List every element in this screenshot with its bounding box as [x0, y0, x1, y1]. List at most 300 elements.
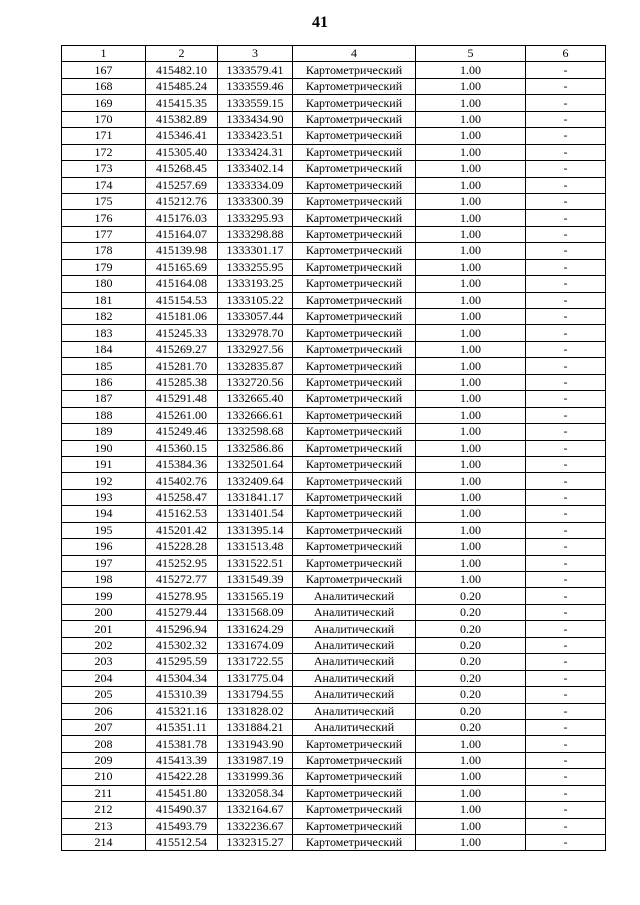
x-coordinate-cell: 415402.76 [146, 473, 218, 489]
note-cell: - [526, 62, 606, 78]
y-coordinate-cell: 1333423.51 [218, 128, 293, 144]
point-number-cell: 181 [62, 292, 146, 308]
point-number-cell: 204 [62, 670, 146, 686]
table-row [62, 752, 606, 768]
note-cell: - [526, 588, 606, 604]
y-coordinate-cell: 1331943.90 [218, 736, 293, 752]
accuracy-cell: 1.00 [416, 456, 526, 472]
point-number-cell: 174 [62, 177, 146, 193]
y-coordinate-cell: 1333424.31 [218, 144, 293, 160]
note-cell: - [526, 621, 606, 637]
point-number-cell: 170 [62, 111, 146, 127]
x-coordinate-cell: 415181.06 [146, 309, 218, 325]
point-number-cell: 194 [62, 506, 146, 522]
accuracy-cell: 0.20 [416, 719, 526, 735]
point-number-cell: 172 [62, 144, 146, 160]
accuracy-cell: 1.00 [416, 769, 526, 785]
table-row [62, 654, 606, 670]
accuracy-cell: 1.00 [416, 752, 526, 768]
note-cell: - [526, 78, 606, 94]
method-cell: Картометрический [293, 111, 416, 127]
method-cell: Картометрический [293, 506, 416, 522]
method-cell: Аналитический [293, 654, 416, 670]
table-row [62, 210, 606, 226]
method-cell: Картометрический [293, 769, 416, 785]
method-cell: Картометрический [293, 292, 416, 308]
column-header: 6 [526, 46, 606, 62]
y-coordinate-cell: 1332665.40 [218, 391, 293, 407]
note-cell: - [526, 95, 606, 111]
method-cell: Картометрический [293, 473, 416, 489]
x-coordinate-cell: 415165.69 [146, 259, 218, 275]
x-coordinate-cell: 415415.35 [146, 95, 218, 111]
method-cell: Картометрический [293, 341, 416, 357]
table-row [62, 456, 606, 472]
table-body [62, 62, 606, 851]
note-cell: - [526, 161, 606, 177]
note-cell: - [526, 785, 606, 801]
point-number-cell: 185 [62, 358, 146, 374]
note-cell: - [526, 193, 606, 209]
x-coordinate-cell: 415261.00 [146, 407, 218, 423]
y-coordinate-cell: 1331549.39 [218, 572, 293, 588]
note-cell: - [526, 506, 606, 522]
method-cell: Картометрический [293, 522, 416, 538]
accuracy-cell: 1.00 [416, 210, 526, 226]
table-row [62, 374, 606, 390]
x-coordinate-cell: 415346.41 [146, 128, 218, 144]
y-coordinate-cell: 1331565.19 [218, 588, 293, 604]
accuracy-cell: 1.00 [416, 539, 526, 555]
table-header-row [62, 46, 606, 62]
table-row [62, 144, 606, 160]
y-coordinate-cell: 1331999.36 [218, 769, 293, 785]
method-cell: Картометрический [293, 752, 416, 768]
y-coordinate-cell: 1333298.88 [218, 226, 293, 242]
table-row [62, 473, 606, 489]
x-coordinate-cell: 415493.79 [146, 818, 218, 834]
y-coordinate-cell: 1331987.19 [218, 752, 293, 768]
table-row [62, 539, 606, 555]
note-cell: - [526, 818, 606, 834]
accuracy-cell: 1.00 [416, 226, 526, 242]
y-coordinate-cell: 1333295.93 [218, 210, 293, 226]
y-coordinate-cell: 1333057.44 [218, 309, 293, 325]
x-coordinate-cell: 415201.42 [146, 522, 218, 538]
method-cell: Аналитический [293, 687, 416, 703]
y-coordinate-cell: 1331568.09 [218, 604, 293, 620]
point-number-cell: 173 [62, 161, 146, 177]
y-coordinate-cell: 1333402.14 [218, 161, 293, 177]
method-cell: Аналитический [293, 637, 416, 653]
method-cell: Картометрический [293, 555, 416, 571]
y-coordinate-cell: 1331794.55 [218, 687, 293, 703]
x-coordinate-cell: 415154.53 [146, 292, 218, 308]
table-row [62, 111, 606, 127]
accuracy-cell: 1.00 [416, 522, 526, 538]
note-cell: - [526, 226, 606, 242]
accuracy-cell: 1.00 [416, 144, 526, 160]
accuracy-cell: 0.20 [416, 687, 526, 703]
accuracy-cell: 1.00 [416, 489, 526, 505]
column-header: 3 [218, 46, 293, 62]
table-row [62, 703, 606, 719]
note-cell: - [526, 572, 606, 588]
accuracy-cell: 0.20 [416, 604, 526, 620]
y-coordinate-cell: 1331401.54 [218, 506, 293, 522]
table-row [62, 358, 606, 374]
method-cell: Картометрический [293, 78, 416, 94]
note-cell: - [526, 177, 606, 193]
point-number-cell: 168 [62, 78, 146, 94]
table-row [62, 325, 606, 341]
table-row [62, 276, 606, 292]
accuracy-cell: 1.00 [416, 374, 526, 390]
x-coordinate-cell: 415304.34 [146, 670, 218, 686]
point-number-cell: 180 [62, 276, 146, 292]
method-cell: Картометрический [293, 835, 416, 851]
point-number-cell: 169 [62, 95, 146, 111]
accuracy-cell: 0.20 [416, 588, 526, 604]
point-number-cell: 211 [62, 785, 146, 801]
point-number-cell: 167 [62, 62, 146, 78]
x-coordinate-cell: 415485.24 [146, 78, 218, 94]
x-coordinate-cell: 415490.37 [146, 802, 218, 818]
y-coordinate-cell: 1332058.34 [218, 785, 293, 801]
note-cell: - [526, 243, 606, 259]
point-number-cell: 179 [62, 259, 146, 275]
table-row [62, 341, 606, 357]
accuracy-cell: 1.00 [416, 555, 526, 571]
point-number-cell: 176 [62, 210, 146, 226]
method-cell: Картометрический [293, 424, 416, 440]
x-coordinate-cell: 415258.47 [146, 489, 218, 505]
method-cell: Картометрический [293, 489, 416, 505]
table-row [62, 555, 606, 571]
table-row [62, 621, 606, 637]
y-coordinate-cell: 1333334.09 [218, 177, 293, 193]
y-coordinate-cell: 1333559.15 [218, 95, 293, 111]
accuracy-cell: 1.00 [416, 111, 526, 127]
x-coordinate-cell: 415305.40 [146, 144, 218, 160]
method-cell: Картометрический [293, 62, 416, 78]
accuracy-cell: 0.20 [416, 637, 526, 653]
y-coordinate-cell: 1331722.55 [218, 654, 293, 670]
note-cell: - [526, 276, 606, 292]
point-number-cell: 201 [62, 621, 146, 637]
accuracy-cell: 0.20 [416, 654, 526, 670]
table-row [62, 226, 606, 242]
x-coordinate-cell: 415164.07 [146, 226, 218, 242]
note-cell: - [526, 407, 606, 423]
method-cell: Аналитический [293, 719, 416, 735]
note-cell: - [526, 358, 606, 374]
x-coordinate-cell: 415451.80 [146, 785, 218, 801]
accuracy-cell: 1.00 [416, 177, 526, 193]
page-number: 41 [312, 14, 328, 31]
method-cell: Картометрический [293, 818, 416, 834]
accuracy-cell: 1.00 [416, 341, 526, 357]
point-number-cell: 214 [62, 835, 146, 851]
accuracy-cell: 1.00 [416, 62, 526, 78]
y-coordinate-cell: 1332598.68 [218, 424, 293, 440]
x-coordinate-cell: 415310.39 [146, 687, 218, 703]
point-number-cell: 171 [62, 128, 146, 144]
point-number-cell: 192 [62, 473, 146, 489]
accuracy-cell: 0.20 [416, 621, 526, 637]
table-row [62, 407, 606, 423]
table-row [62, 588, 606, 604]
table-row [62, 292, 606, 308]
method-cell: Картометрический [293, 358, 416, 374]
y-coordinate-cell: 1332835.87 [218, 358, 293, 374]
y-coordinate-cell: 1333559.46 [218, 78, 293, 94]
method-cell: Аналитический [293, 604, 416, 620]
point-number-cell: 175 [62, 193, 146, 209]
accuracy-cell: 1.00 [416, 818, 526, 834]
y-coordinate-cell: 1333301.17 [218, 243, 293, 259]
column-header: 4 [293, 46, 416, 62]
accuracy-cell: 1.00 [416, 424, 526, 440]
table-row [62, 440, 606, 456]
table-row [62, 489, 606, 505]
method-cell: Картометрический [293, 144, 416, 160]
y-coordinate-cell: 1333105.22 [218, 292, 293, 308]
table-row [62, 687, 606, 703]
method-cell: Картометрический [293, 407, 416, 423]
accuracy-cell: 1.00 [416, 358, 526, 374]
x-coordinate-cell: 415164.08 [146, 276, 218, 292]
note-cell: - [526, 555, 606, 571]
x-coordinate-cell: 415245.33 [146, 325, 218, 341]
note-cell: - [526, 440, 606, 456]
note-cell: - [526, 835, 606, 851]
x-coordinate-cell: 415381.78 [146, 736, 218, 752]
point-number-cell: 186 [62, 374, 146, 390]
method-cell: Картометрический [293, 440, 416, 456]
table-row [62, 177, 606, 193]
method-cell: Аналитический [293, 621, 416, 637]
point-number-cell: 197 [62, 555, 146, 571]
point-number-cell: 210 [62, 769, 146, 785]
point-number-cell: 178 [62, 243, 146, 259]
y-coordinate-cell: 1332164.67 [218, 802, 293, 818]
point-number-cell: 188 [62, 407, 146, 423]
accuracy-cell: 1.00 [416, 292, 526, 308]
x-coordinate-cell: 415482.10 [146, 62, 218, 78]
note-cell: - [526, 736, 606, 752]
accuracy-cell: 1.00 [416, 128, 526, 144]
accuracy-cell: 1.00 [416, 259, 526, 275]
y-coordinate-cell: 1331513.48 [218, 539, 293, 555]
note-cell: - [526, 128, 606, 144]
accuracy-cell: 1.00 [416, 161, 526, 177]
note-cell: - [526, 391, 606, 407]
note-cell: - [526, 687, 606, 703]
x-coordinate-cell: 415249.46 [146, 424, 218, 440]
note-cell: - [526, 309, 606, 325]
method-cell: Картометрический [293, 572, 416, 588]
method-cell: Картометрический [293, 802, 416, 818]
point-number-cell: 195 [62, 522, 146, 538]
point-number-cell: 191 [62, 456, 146, 472]
point-number-cell: 209 [62, 752, 146, 768]
y-coordinate-cell: 1331395.14 [218, 522, 293, 538]
x-coordinate-cell: 415512.54 [146, 835, 218, 851]
accuracy-cell: 0.20 [416, 703, 526, 719]
x-coordinate-cell: 415162.53 [146, 506, 218, 522]
x-coordinate-cell: 415252.95 [146, 555, 218, 571]
method-cell: Картометрический [293, 177, 416, 193]
y-coordinate-cell: 1331884.21 [218, 719, 293, 735]
note-cell: - [526, 456, 606, 472]
table-row [62, 818, 606, 834]
accuracy-cell: 1.00 [416, 325, 526, 341]
accuracy-cell: 1.00 [416, 785, 526, 801]
table-row [62, 424, 606, 440]
note-cell: - [526, 144, 606, 160]
x-coordinate-cell: 415268.45 [146, 161, 218, 177]
note-cell: - [526, 489, 606, 505]
note-cell: - [526, 341, 606, 357]
note-cell: - [526, 522, 606, 538]
note-cell: - [526, 292, 606, 308]
accuracy-cell: 0.20 [416, 670, 526, 686]
table-row [62, 506, 606, 522]
note-cell: - [526, 719, 606, 735]
x-coordinate-cell: 415269.27 [146, 341, 218, 357]
note-cell: - [526, 259, 606, 275]
accuracy-cell: 1.00 [416, 309, 526, 325]
table-row [62, 522, 606, 538]
method-cell: Картометрический [293, 193, 416, 209]
y-coordinate-cell: 1331841.17 [218, 489, 293, 505]
accuracy-cell: 1.00 [416, 276, 526, 292]
x-coordinate-cell: 415272.77 [146, 572, 218, 588]
method-cell: Картометрический [293, 309, 416, 325]
note-cell: - [526, 374, 606, 390]
x-coordinate-cell: 415384.36 [146, 456, 218, 472]
accuracy-cell: 1.00 [416, 506, 526, 522]
y-coordinate-cell: 1333434.90 [218, 111, 293, 127]
x-coordinate-cell: 415351.11 [146, 719, 218, 735]
point-number-cell: 190 [62, 440, 146, 456]
note-cell: - [526, 539, 606, 555]
table-row [62, 161, 606, 177]
method-cell: Картометрический [293, 456, 416, 472]
method-cell: Аналитический [293, 588, 416, 604]
x-coordinate-cell: 415212.76 [146, 193, 218, 209]
accuracy-cell: 1.00 [416, 736, 526, 752]
table-row [62, 62, 606, 78]
table-row [62, 802, 606, 818]
y-coordinate-cell: 1331775.04 [218, 670, 293, 686]
point-number-cell: 207 [62, 719, 146, 735]
table-row [62, 259, 606, 275]
point-number-cell: 206 [62, 703, 146, 719]
method-cell: Картометрический [293, 259, 416, 275]
x-coordinate-cell: 415228.28 [146, 539, 218, 555]
note-cell: - [526, 769, 606, 785]
y-coordinate-cell: 1331828.02 [218, 703, 293, 719]
accuracy-cell: 1.00 [416, 391, 526, 407]
table-row [62, 128, 606, 144]
accuracy-cell: 1.00 [416, 440, 526, 456]
table-row [62, 769, 606, 785]
table-row [62, 670, 606, 686]
point-number-cell: 212 [62, 802, 146, 818]
accuracy-cell: 1.00 [416, 78, 526, 94]
table-row [62, 604, 606, 620]
method-cell: Картометрический [293, 226, 416, 242]
method-cell: Картометрический [293, 391, 416, 407]
column-header: 2 [146, 46, 218, 62]
x-coordinate-cell: 415281.70 [146, 358, 218, 374]
y-coordinate-cell: 1333300.39 [218, 193, 293, 209]
x-coordinate-cell: 415422.28 [146, 769, 218, 785]
point-number-cell: 208 [62, 736, 146, 752]
column-header: 1 [62, 46, 146, 62]
method-cell: Картометрический [293, 95, 416, 111]
x-coordinate-cell: 415291.48 [146, 391, 218, 407]
method-cell: Картометрический [293, 276, 416, 292]
point-number-cell: 200 [62, 604, 146, 620]
accuracy-cell: 1.00 [416, 572, 526, 588]
method-cell: Картометрический [293, 128, 416, 144]
y-coordinate-cell: 1332720.56 [218, 374, 293, 390]
table-row [62, 95, 606, 111]
accuracy-cell: 1.00 [416, 407, 526, 423]
note-cell: - [526, 325, 606, 341]
x-coordinate-cell: 415295.59 [146, 654, 218, 670]
note-cell: - [526, 802, 606, 818]
table-row [62, 193, 606, 209]
point-number-cell: 187 [62, 391, 146, 407]
point-number-cell: 196 [62, 539, 146, 555]
method-cell: Картометрический [293, 785, 416, 801]
y-coordinate-cell: 1333193.25 [218, 276, 293, 292]
point-number-cell: 193 [62, 489, 146, 505]
table-row [62, 572, 606, 588]
note-cell: - [526, 111, 606, 127]
table-row [62, 391, 606, 407]
x-coordinate-cell: 415257.69 [146, 177, 218, 193]
y-coordinate-cell: 1332236.67 [218, 818, 293, 834]
point-number-cell: 177 [62, 226, 146, 242]
accuracy-cell: 1.00 [416, 802, 526, 818]
method-cell: Аналитический [293, 670, 416, 686]
x-coordinate-cell: 415321.16 [146, 703, 218, 719]
y-coordinate-cell: 1332978.70 [218, 325, 293, 341]
note-cell: - [526, 752, 606, 768]
method-cell: Картометрический [293, 161, 416, 177]
x-coordinate-cell: 415296.94 [146, 621, 218, 637]
table-row [62, 736, 606, 752]
point-number-cell: 184 [62, 341, 146, 357]
table-row [62, 835, 606, 851]
note-cell: - [526, 654, 606, 670]
point-number-cell: 182 [62, 309, 146, 325]
method-cell: Картометрический [293, 374, 416, 390]
x-coordinate-cell: 415139.98 [146, 243, 218, 259]
method-cell: Картометрический [293, 736, 416, 752]
note-cell: - [526, 604, 606, 620]
method-cell: Картометрический [293, 243, 416, 259]
note-cell: - [526, 210, 606, 226]
y-coordinate-cell: 1331522.51 [218, 555, 293, 571]
note-cell: - [526, 637, 606, 653]
y-coordinate-cell: 1332315.27 [218, 835, 293, 851]
